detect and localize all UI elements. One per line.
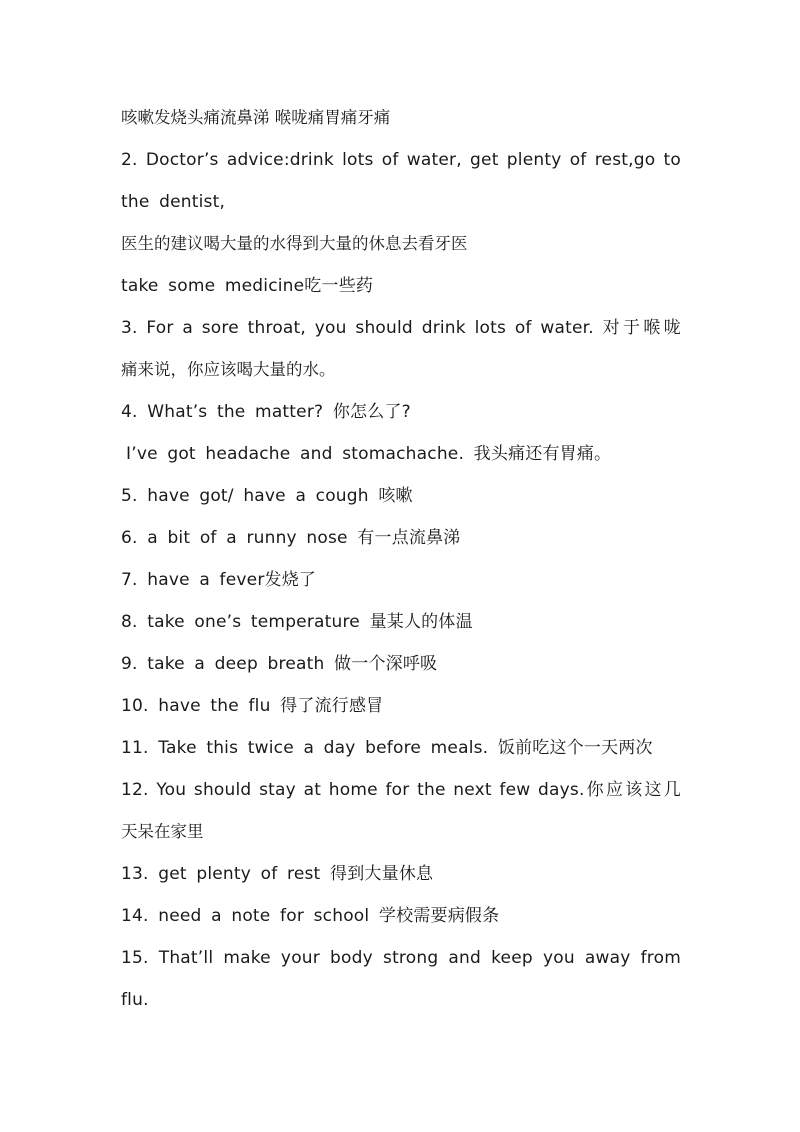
- text-line-cough: 5. have got/ have a cough 咳嗽: [121, 486, 413, 506]
- text-line-plenty-of-rest: 13. get plenty of rest 得到大量休息: [121, 864, 434, 884]
- text-line-note-for-school: 14. need a note for school 学校需要病假条: [121, 906, 500, 926]
- text-line-sore-throat-translation: 痛来说，你应该喝大量的水。: [121, 360, 336, 379]
- text-line-headache: I’ve got headache and stomachache. 我头痛还有胃痛。: [126, 444, 612, 464]
- text-line-deep-breath: 9. take a deep breath 做一个深呼吸: [121, 654, 438, 674]
- text-line-flu-end: flu.: [121, 990, 149, 1010]
- text-line-runny-nose: 6. a bit of a runny nose 有一点流鼻涕: [121, 528, 461, 548]
- text-line-advice-translation: 医生的建议喝大量的水得到大量的休息去看牙医: [121, 234, 468, 253]
- text-line-sore-throat: 3. For a sore throat, you should drink lots of water. 对于喉咙: [121, 318, 681, 338]
- text-line-whats-the-matter: 4. What’s the matter? 你怎么了?: [121, 402, 411, 422]
- text-line-take-medicine: take some medicine吃一些药: [121, 276, 374, 296]
- text-line-fever: 7. have a fever发烧了: [121, 570, 317, 590]
- text-line-symptoms: 咳嗽发烧头痛流鼻涕 喉咙痛胃痛牙痛: [121, 108, 391, 127]
- document-body: [121, 97, 681, 1021]
- text-line-flu: 10. have the flu 得了流行感冒: [121, 696, 384, 716]
- text-line-temperature: 8. take one’s temperature 量某人的体温: [121, 612, 473, 632]
- text-line-dentist: the dentist,: [121, 192, 226, 212]
- text-line-doctors-advice: 2. Doctor’s advice:drink lots of water, get plenty of rest,go to: [121, 150, 681, 170]
- text-line-stay-at-home: 12. You should stay at home for the next few days.你应该这几: [121, 780, 681, 800]
- text-line-body-strong: 15. That’ll make your body strong and keep you away from: [121, 948, 681, 968]
- text-line-stay-at-home-translation: 天呆在家里: [121, 822, 204, 841]
- text-line-before-meals: 11. Take this twice a day before meals. 饭前吃这个一天两次: [121, 738, 653, 758]
